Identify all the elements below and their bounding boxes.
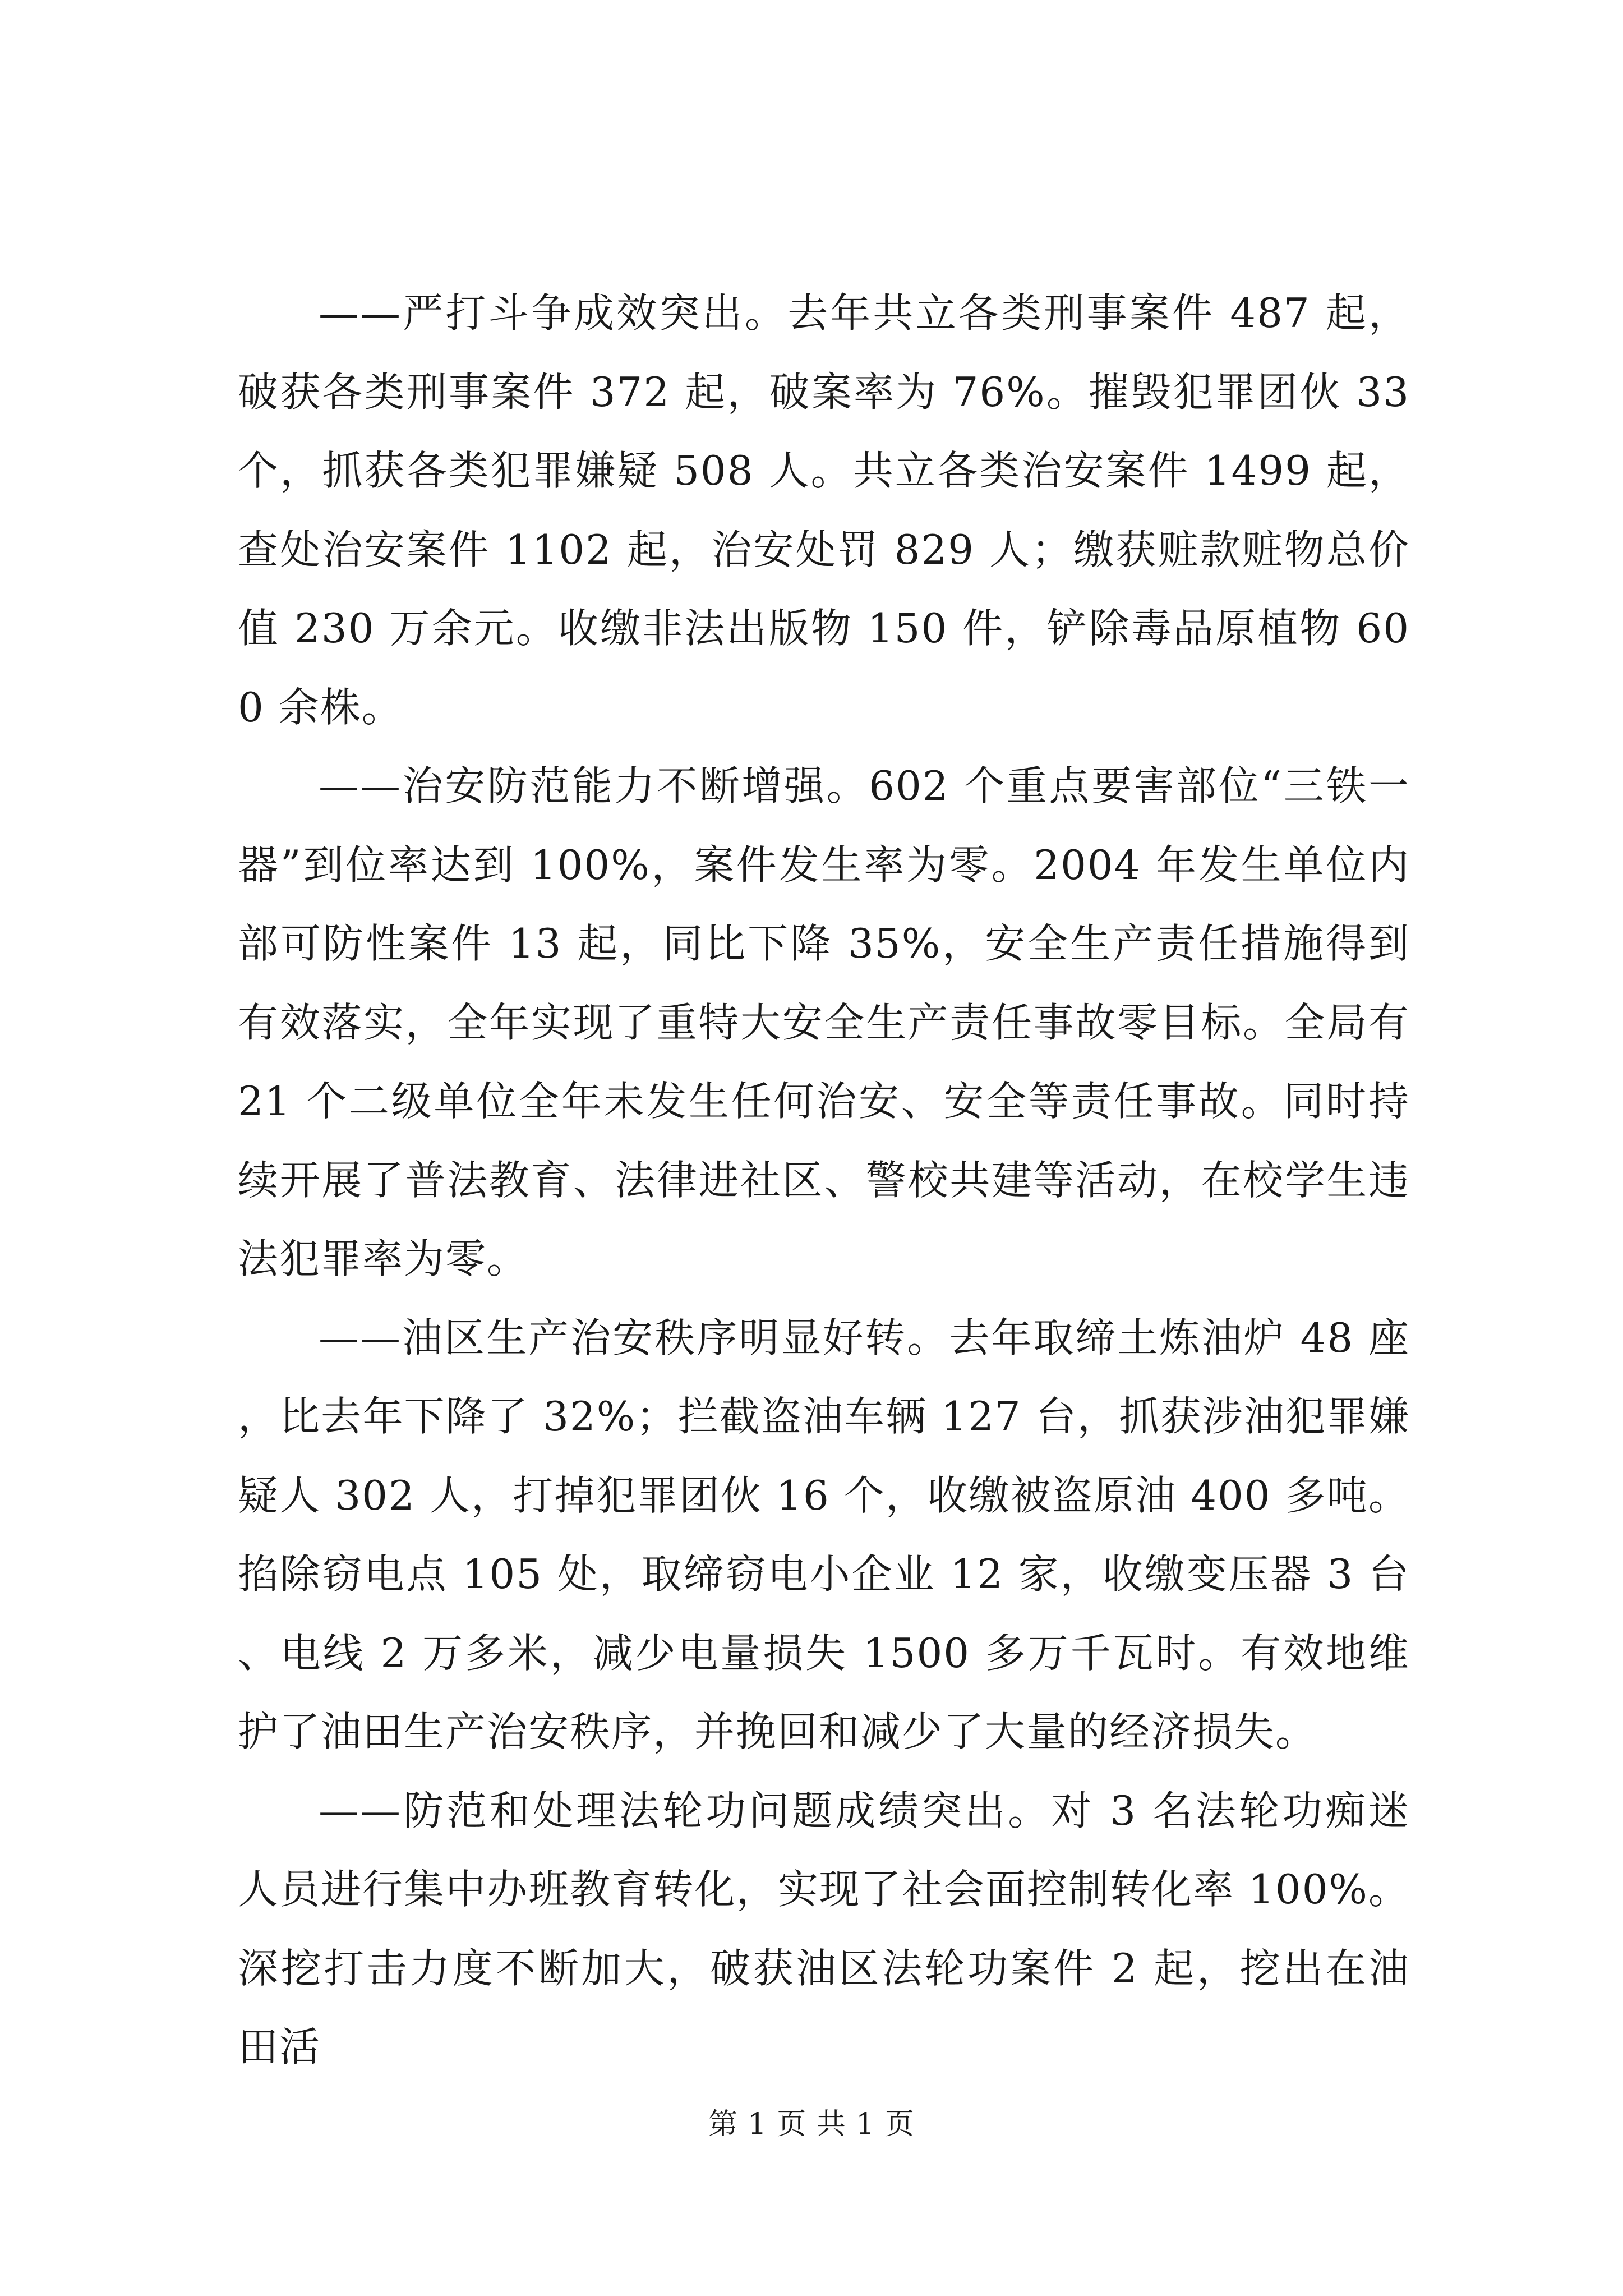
paragraph-security-prevention: ——治安防范能力不断增强。602 个重点要害部位“三铁一器”到位率达到 100%，案件发生率为零。2004 年发生单位内部可防性案件 13 起，同比下降 35%，安全生产责任措施得到有效落实，全年实现了重特大安全生产责任事故零目标。全局有 21 个二级单位全年未发生任何治安、安全等责任事故。同时持续开展了普法教育、法律进社区、警校共建等活动，在校学生违法犯罪率为零。 [238,762,1410,1282]
document-body [238,274,1410,2087]
paragraph-oilfield-order: ——油区生产治安秩序明显好转。去年取缔土炼油炉 48 座，比去年下降了 32%；拦截盗油车辆 127 台，抓获涉油犯罪嫌疑人 302 人，打掉犯罪团伙 16 个，收缴被盗原油 400 多吨。掐除窃电点 105 处，取缔窃电小企业 12 家，收缴变压器 3 台、电线 2 万多米，减少电量损失 1500 多万千瓦时。有效地维护了油田生产治安秩序，并挽回和减少了大量的经济损失。 [238,1314,1410,1755]
paragraph-falungong-handling: ——防范和处理法轮功问题成绩突出。对 3 名法轮功痴迷人员进行集中办班教育转化，实现了社会面控制转化率 100%。深挖打击力度不断加大，破获油区法轮功案件 2 起，挖出在油田活 [238,1787,1410,2070]
paragraph-crackdown: ——严打斗争成效突出。去年共立各类刑事案件 487 起，破获各类刑事案件 372 起，破案率为 76%。摧毁犯罪团伙 33 个，抓获各类犯罪嫌疑 508 人。共立各类治安案件 1499 起，查处治安案件 1102 起，治安处罚 829 人；缴获赃款赃物总价值 230 万余元。收缴非法出版物 150 件，铲除毒品原植物 600 余株。 [238,289,1410,731]
page-footer: 第 1 页 共 1 页 [708,2108,915,2141]
